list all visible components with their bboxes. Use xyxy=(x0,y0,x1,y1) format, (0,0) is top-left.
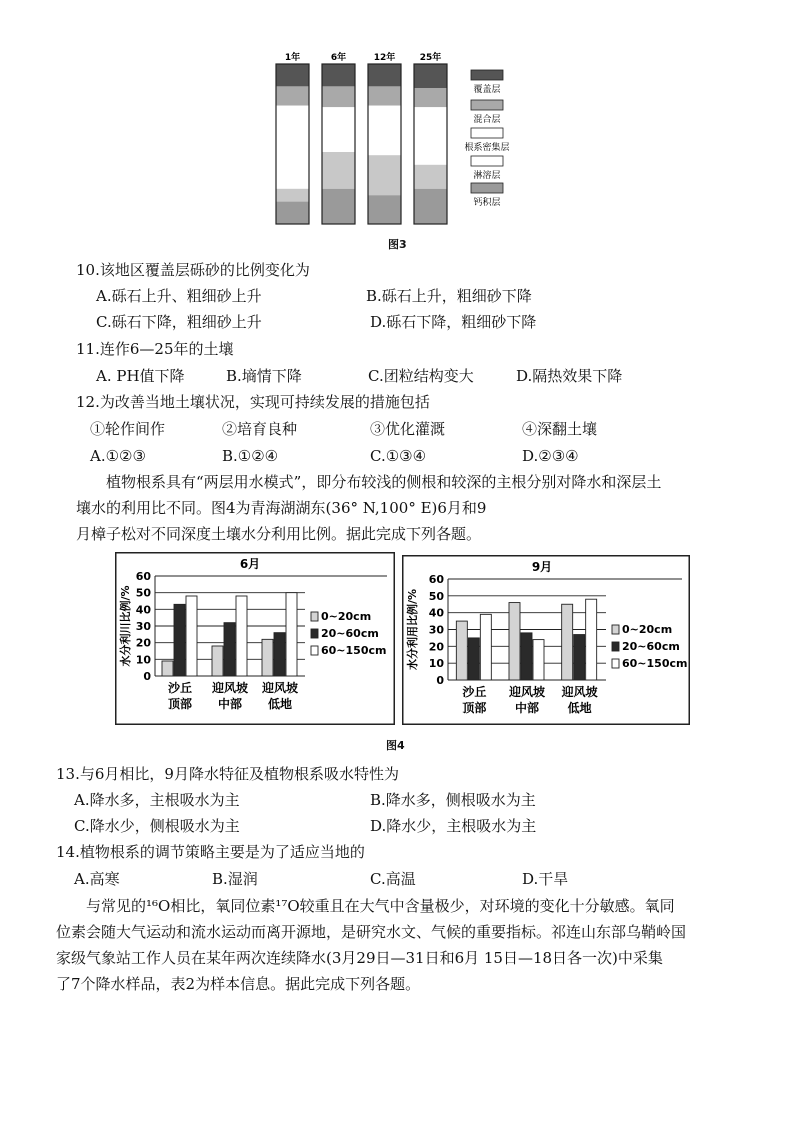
legend-swatch xyxy=(612,642,619,651)
y-tick-label: 40 xyxy=(135,603,151,617)
question-10-option-b[interactable]: B.砾石上升，粗细砂下降 xyxy=(366,287,532,305)
soil-layer-block xyxy=(322,107,355,152)
y-tick-label: 20 xyxy=(135,636,151,650)
chart-title: 9月 xyxy=(531,560,553,574)
question-13-stem: 13.与6月相比，9月降水特征及植物根系吸水特性为 xyxy=(56,765,399,783)
legend-swatch xyxy=(471,70,503,80)
y-tick-label: 30 xyxy=(428,623,444,637)
y-axis-label: 水分利川比例/% xyxy=(119,585,132,667)
question-14-option-a[interactable]: A.高寒 xyxy=(74,870,120,888)
soil-layer-block xyxy=(276,202,309,224)
soil-layer-block xyxy=(368,64,401,86)
legend-label: 60~150cm xyxy=(622,657,688,670)
legend-label: 淋溶层 xyxy=(473,171,501,181)
legend-label: 钙积层 xyxy=(473,198,501,208)
legend-swatch xyxy=(471,156,503,166)
question-11-option-a[interactable]: A. PH值下降 xyxy=(96,367,185,385)
column-year-label: 25年 xyxy=(419,53,442,63)
passage-1-line-3: 月樟子松对不同深度土壤水分利用比例。据此完成下列各题。 xyxy=(76,525,482,543)
soil-layer-block xyxy=(414,88,447,107)
x-category-label-line-1: 迎风坡 xyxy=(211,681,249,695)
y-tick-label: 10 xyxy=(135,653,151,667)
soil-layer-block xyxy=(414,165,447,189)
figure-4-caption: 图4 xyxy=(386,739,405,752)
passage-2-line-2: 位素会随大气运动和流水运动而离开源地，是研究水文、气候的重要指标。祁连山东部乌鞘岭国 xyxy=(56,923,687,941)
soil-layer-block xyxy=(276,106,309,189)
soil-layer-block xyxy=(368,155,401,195)
x-category-label-line-2: 顶部 xyxy=(462,701,487,715)
bar xyxy=(574,635,585,680)
bar xyxy=(224,623,235,676)
chart-june xyxy=(115,552,395,725)
legend-swatch xyxy=(471,128,503,138)
soil-layer-block xyxy=(414,64,447,88)
x-category-label-line-2: 低地 xyxy=(267,697,293,711)
y-tick-label: 10 xyxy=(428,657,444,671)
bar xyxy=(274,633,285,676)
passage-2-line-1: 与常见的¹⁶O相比，氧同位素¹⁷O较重且在大气中含量极少，对环境的变化十分敏感。氧同 xyxy=(86,897,675,915)
x-category-label-line-1: 迎风坡 xyxy=(508,685,546,699)
soil-layer-block xyxy=(322,86,355,107)
legend-label: 60~150cm xyxy=(321,644,387,657)
bar xyxy=(174,604,185,676)
y-tick-label: 20 xyxy=(428,640,444,654)
legend-swatch xyxy=(311,646,318,655)
y-tick-label: 40 xyxy=(428,606,444,620)
bar xyxy=(186,596,197,676)
y-tick-label: 30 xyxy=(135,620,151,633)
soil-layer-block xyxy=(368,106,401,156)
column-year-label: 6年 xyxy=(330,53,347,63)
question-12-option-d[interactable]: D.②③④ xyxy=(522,447,579,465)
question-10-option-c[interactable]: C.砾石下降，粗细砂上升 xyxy=(96,313,262,331)
column-year-label: 1年 xyxy=(284,53,301,63)
question-12-item-2: ②培育良种 xyxy=(222,420,298,438)
y-tick-label: 50 xyxy=(428,589,444,603)
legend-label: 0~20cm xyxy=(321,610,372,623)
legend-label: 根系密集层 xyxy=(464,143,510,153)
question-11-stem: 11.连作6—25年的土壤 xyxy=(76,340,234,358)
question-13-option-c[interactable]: C.降水少，侧根吸水为主 xyxy=(74,817,240,835)
bar xyxy=(468,638,479,680)
y-axis-label: 水分利用比例/% xyxy=(406,588,419,671)
soil-layer-block xyxy=(322,64,355,86)
soil-layer-block xyxy=(322,189,355,224)
question-13-option-d[interactable]: D.降水少，主根吸水为主 xyxy=(370,817,537,835)
figure-3-caption: 图3 xyxy=(388,238,407,251)
bar xyxy=(456,621,467,680)
question-14-option-d[interactable]: D.干旱 xyxy=(522,870,569,888)
x-category-label-line-2: 顶部 xyxy=(167,697,193,711)
question-11-option-b[interactable]: B.墒情下降 xyxy=(226,367,302,385)
x-category-label-line-2: 低地 xyxy=(567,701,592,715)
bar xyxy=(509,603,520,680)
passage-2-line-3: 家级气象站工作人员在某年两次连续降水(3月29日—31日和6月 15日—18日各一次)中采集 xyxy=(56,949,663,967)
question-14-option-c[interactable]: C.高温 xyxy=(370,870,416,888)
legend-label: 20~60cm xyxy=(321,627,379,640)
question-12-item-3: ③优化灌溉 xyxy=(370,420,446,438)
y-tick-label: 0 xyxy=(436,674,444,687)
question-12-stem: 12.为改善当地土壤状况，实现可持续发展的措施包括 xyxy=(76,393,430,411)
bar xyxy=(212,646,223,676)
legend-swatch xyxy=(471,183,503,193)
passage-1-line-1: 植物根系具有“两层用水模式”，即分布较浅的侧根和较深的主根分别对降水和深层土 xyxy=(106,473,662,491)
legend-label: 0~20cm xyxy=(622,623,673,636)
y-tick-label: 60 xyxy=(428,573,444,586)
y-tick-label: 50 xyxy=(135,586,151,600)
passage-1-line-2: 壤水的利用比不同。图4为青海湖湖东(36° N,100° E)6月和9 xyxy=(76,499,487,517)
x-category-label-line-2: 中部 xyxy=(217,697,243,711)
question-13-option-a[interactable]: A.降水多，主根吸水为主 xyxy=(74,791,240,809)
soil-layer-block xyxy=(276,189,309,202)
soil-layer-block xyxy=(276,86,309,105)
legend-label: 混合层 xyxy=(473,115,501,125)
bar xyxy=(586,599,597,680)
legend-swatch xyxy=(471,100,503,110)
question-10-option-a[interactable]: A.砾石上升、粗细砂上升 xyxy=(96,287,262,305)
passage-2-line-4: 了7个降水样品，表2为样本信息。据此完成下列各题。 xyxy=(56,975,421,993)
bar xyxy=(562,604,573,680)
x-category-label-line-2: 中部 xyxy=(514,701,540,715)
question-14-option-b[interactable]: B.湿润 xyxy=(212,870,258,888)
legend-swatch xyxy=(311,629,318,638)
legend-swatch xyxy=(311,612,318,621)
question-14-stem: 14.植物根系的调节策略主要是为了适应当地的 xyxy=(56,843,365,861)
soil-layer-block xyxy=(414,107,447,165)
bar xyxy=(262,639,273,676)
soil-layer-block xyxy=(322,152,355,189)
soil-layer-block xyxy=(414,189,447,224)
chart-title: 6月 xyxy=(239,557,261,571)
legend-swatch xyxy=(612,625,619,634)
bar xyxy=(521,633,532,680)
x-category-label-line-1: 沙丘 xyxy=(167,681,193,695)
question-12-item-1: ①轮作间作 xyxy=(90,420,166,438)
bar xyxy=(480,614,491,680)
bar xyxy=(286,593,297,676)
question-13-option-b[interactable]: B.降水多，侧根吸水为主 xyxy=(370,791,536,809)
soil-layer-block xyxy=(276,64,309,86)
question-12-option-a[interactable]: A.①②③ xyxy=(90,447,146,465)
x-category-label-line-1: 迎风坡 xyxy=(261,681,299,695)
legend-label: 20~60cm xyxy=(622,640,680,653)
question-11-option-c[interactable]: C.团粒结构变大 xyxy=(368,367,474,385)
question-12-option-b[interactable]: B.①②④ xyxy=(222,447,279,465)
question-10-stem: 10.该地区覆盖层砾砂的比例变化为 xyxy=(76,261,310,279)
soil-layer-block xyxy=(368,195,401,224)
chart-september xyxy=(402,555,690,725)
question-11-option-d[interactable]: D.隔热效果下降 xyxy=(516,367,623,385)
question-12-item-4: ④深翻土壤 xyxy=(522,420,598,438)
column-year-label: 12年 xyxy=(373,53,396,63)
soil-layer-block xyxy=(368,86,401,105)
bar xyxy=(236,596,247,676)
legend-swatch xyxy=(612,659,619,668)
bar xyxy=(533,640,544,680)
question-10-option-d[interactable]: D.砾石下降，粗细砂下降 xyxy=(370,313,537,331)
y-tick-label: 0 xyxy=(143,670,151,683)
legend-label: 覆盖层 xyxy=(473,85,501,95)
soil-profile-diagram xyxy=(270,50,520,235)
bar xyxy=(162,661,173,676)
y-tick-label: 60 xyxy=(135,570,151,583)
x-category-label-line-1: 沙丘 xyxy=(462,685,487,699)
question-12-option-c[interactable]: C.①③④ xyxy=(370,447,427,465)
x-category-label-line-1: 迎风坡 xyxy=(561,685,598,699)
